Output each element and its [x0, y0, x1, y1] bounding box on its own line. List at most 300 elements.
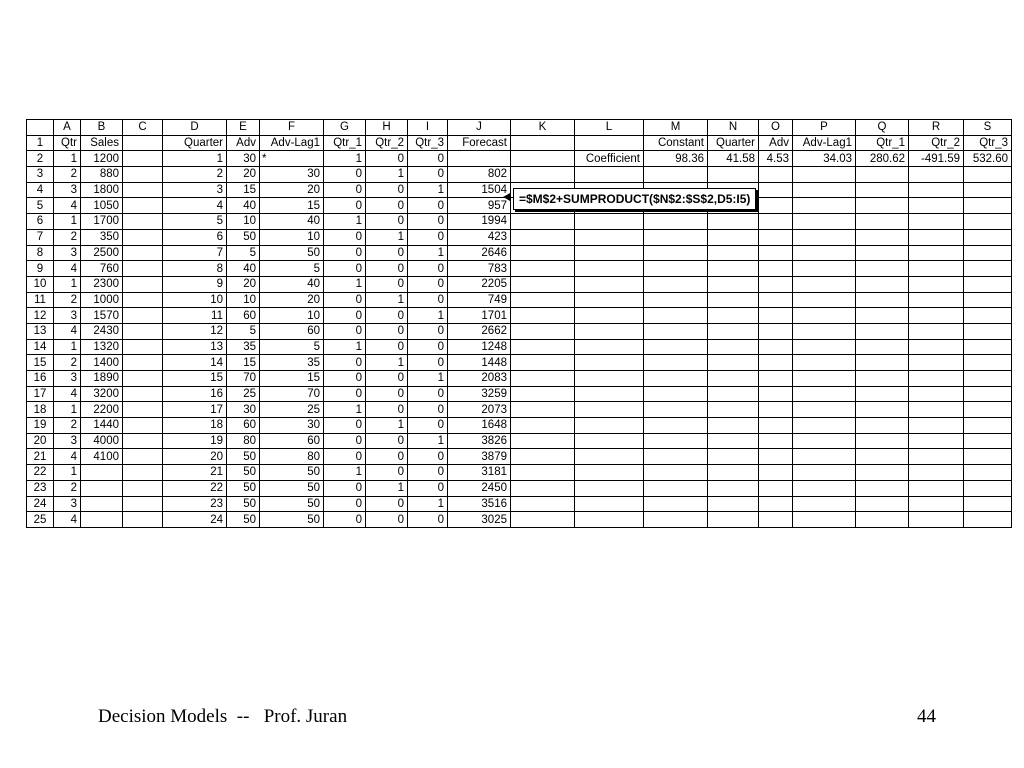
- cell-coef-qtr2-header: Qtr_2: [909, 135, 964, 151]
- cell-empty: [964, 245, 1012, 261]
- cell-empty: [708, 449, 759, 465]
- cell-forecast-header: Forecast: [448, 135, 511, 151]
- cell-c: [123, 323, 163, 339]
- cell-qtr1: 1: [324, 402, 366, 418]
- cell-forecast: 2662: [448, 323, 511, 339]
- cell-empty: [644, 245, 708, 261]
- cell-qtr2: 0: [366, 402, 408, 418]
- cell-adv: 50: [227, 465, 260, 481]
- cell-empty: [644, 229, 708, 245]
- cell-qtr2-header: Qtr_2: [366, 135, 408, 151]
- cell-empty: [575, 480, 644, 496]
- cell-adv: 30: [227, 151, 260, 167]
- cell-c: [123, 339, 163, 355]
- cell-empty: [759, 402, 793, 418]
- column-letter-e: E: [227, 120, 260, 136]
- cell-adv-lag1-header: Adv-Lag1: [260, 135, 324, 151]
- cell-qtr3: 0: [408, 480, 448, 496]
- cell-adv-lag1: 10: [260, 229, 324, 245]
- cell-qtr1: 0: [324, 480, 366, 496]
- row-number: 4: [27, 182, 54, 198]
- cell-quarter: 5: [163, 214, 227, 230]
- cell-empty: [964, 449, 1012, 465]
- cell-sales: 1800: [81, 182, 123, 198]
- cell-adv: 50: [227, 449, 260, 465]
- footer-page-number: 44: [917, 706, 936, 727]
- cell-qtr: 3: [54, 496, 81, 512]
- table-row: [27, 339, 1012, 355]
- cell-empty: [511, 512, 575, 528]
- cell-empty: [964, 308, 1012, 324]
- cell-c: [123, 292, 163, 308]
- footer-course-title: Decision Models -- Prof. Juran: [98, 706, 348, 727]
- cell-sales: 1320: [81, 339, 123, 355]
- cell-adv: 5: [227, 245, 260, 261]
- cell-quarter: 20: [163, 449, 227, 465]
- cell-qtr3: 0: [408, 276, 448, 292]
- cell-empty: [575, 339, 644, 355]
- cell-empty: [909, 371, 964, 387]
- cell-empty: [909, 229, 964, 245]
- cell-forecast: 423: [448, 229, 511, 245]
- cell-qtr2: 1: [366, 355, 408, 371]
- cell-adv-lag1: *: [260, 151, 324, 167]
- cell-sales: 2500: [81, 245, 123, 261]
- cell-empty: [708, 292, 759, 308]
- cell-forecast: 802: [448, 167, 511, 183]
- cell-adv-lag1: 30: [260, 418, 324, 434]
- cell-qtr2: 0: [366, 371, 408, 387]
- cell-c: [123, 418, 163, 434]
- cell-quarter: 4: [163, 198, 227, 214]
- column-letter-n: N: [708, 120, 759, 136]
- cell-empty: [856, 308, 909, 324]
- cell-c: [123, 480, 163, 496]
- table-row: [27, 433, 1012, 449]
- cell-empty: [511, 480, 575, 496]
- cell-c: [123, 433, 163, 449]
- cell-empty: [511, 167, 575, 183]
- cell-empty: [759, 214, 793, 230]
- cell-qtr-header: Qtr: [54, 135, 81, 151]
- cell-empty: [759, 371, 793, 387]
- cell-adv: 40: [227, 198, 260, 214]
- cell-empty: [759, 449, 793, 465]
- cell-l: [575, 135, 644, 151]
- cell-sales-header: Sales: [81, 135, 123, 151]
- cell-coef-constant: 98.36: [644, 151, 708, 167]
- cell-c: [123, 167, 163, 183]
- cell-empty: [793, 276, 856, 292]
- cell-empty: [708, 433, 759, 449]
- cell-empty: [964, 512, 1012, 528]
- cell-empty: [964, 261, 1012, 277]
- cell-empty: [644, 355, 708, 371]
- cell-qtr1: 1: [324, 465, 366, 481]
- cell-qtr: 1: [54, 276, 81, 292]
- spreadsheet-table: [26, 119, 1012, 528]
- cell-quarter: 1: [163, 151, 227, 167]
- cell-empty: [575, 214, 644, 230]
- cell-qtr1: 1: [324, 276, 366, 292]
- cell-empty: [759, 418, 793, 434]
- cell-empty: [644, 323, 708, 339]
- cell-forecast: 783: [448, 261, 511, 277]
- cell-quarter: 18: [163, 418, 227, 434]
- cell-qtr2: 1: [366, 480, 408, 496]
- cell-empty: [964, 276, 1012, 292]
- cell-empty: [909, 402, 964, 418]
- cell-qtr2: 1: [366, 292, 408, 308]
- cell-sales: 1050: [81, 198, 123, 214]
- cell-qtr1: 0: [324, 229, 366, 245]
- cell-empty: [909, 245, 964, 261]
- cell-adv: 50: [227, 480, 260, 496]
- cell-coef-qtr2: -491.59: [909, 151, 964, 167]
- cell-empty: [856, 465, 909, 481]
- cell-adv: 15: [227, 182, 260, 198]
- cell-empty: [511, 339, 575, 355]
- cell-qtr1: 1: [324, 151, 366, 167]
- cell-sales: 350: [81, 229, 123, 245]
- cell-quarter-header: Quarter: [163, 135, 227, 151]
- cell-empty: [909, 433, 964, 449]
- cell-c: [123, 198, 163, 214]
- row-number: 6: [27, 214, 54, 230]
- cell-adv: 50: [227, 229, 260, 245]
- cell-qtr1: 0: [324, 308, 366, 324]
- cell-coef-quarter: 41.58: [708, 151, 759, 167]
- row-number: 24: [27, 496, 54, 512]
- cell-empty: [575, 465, 644, 481]
- cell-qtr2: 0: [366, 261, 408, 277]
- cell-forecast: 2083: [448, 371, 511, 387]
- cell-empty: [759, 339, 793, 355]
- cell-adv-lag1: 30: [260, 167, 324, 183]
- cell-empty: [644, 465, 708, 481]
- cell-empty: [964, 323, 1012, 339]
- cell-adv-lag1: 5: [260, 339, 324, 355]
- cell-c: [123, 308, 163, 324]
- cell-qtr: 3: [54, 245, 81, 261]
- row-number: 12: [27, 308, 54, 324]
- row-number: 8: [27, 245, 54, 261]
- column-letter-k: K: [511, 120, 575, 136]
- cell-qtr3: 1: [408, 308, 448, 324]
- cell-qtr2: 0: [366, 276, 408, 292]
- cell-sales: 2430: [81, 323, 123, 339]
- cell-empty: [793, 229, 856, 245]
- cell-empty: [909, 198, 964, 214]
- cell-empty: [644, 276, 708, 292]
- cell-qtr3: 0: [408, 198, 448, 214]
- cell-qtr: 1: [54, 465, 81, 481]
- cell-empty: [909, 182, 964, 198]
- cell-empty: [575, 308, 644, 324]
- cell-empty: [793, 245, 856, 261]
- cell-empty: [708, 386, 759, 402]
- cell-empty: [575, 245, 644, 261]
- row-number: 2: [27, 151, 54, 167]
- cell-empty: [759, 512, 793, 528]
- cell-empty: [575, 167, 644, 183]
- column-letter-q: Q: [856, 120, 909, 136]
- cell-qtr1: 0: [324, 292, 366, 308]
- cell-adv-lag1: 20: [260, 292, 324, 308]
- cell-empty: [856, 292, 909, 308]
- cell-empty: [511, 371, 575, 387]
- cell-sales: 1700: [81, 214, 123, 230]
- cell-empty: [964, 355, 1012, 371]
- cell-qtr2: 0: [366, 496, 408, 512]
- cell-forecast: 749: [448, 292, 511, 308]
- cell-empty: [708, 323, 759, 339]
- cell-sales: 760: [81, 261, 123, 277]
- cell-forecast: 3826: [448, 433, 511, 449]
- cell-qtr: 3: [54, 433, 81, 449]
- cell-empty: [964, 182, 1012, 198]
- cell-empty: [964, 480, 1012, 496]
- cell-adv-lag1: 50: [260, 512, 324, 528]
- row-number: 17: [27, 386, 54, 402]
- cell-qtr2: 1: [366, 418, 408, 434]
- cell-quarter: 9: [163, 276, 227, 292]
- table-row: [27, 261, 1012, 277]
- row-number: 21: [27, 449, 54, 465]
- cell-empty: [909, 261, 964, 277]
- cell-qtr1: 1: [324, 339, 366, 355]
- cell-empty: [909, 292, 964, 308]
- cell-qtr: 2: [54, 292, 81, 308]
- cell-coef-qtr3: 532.60: [964, 151, 1012, 167]
- cell-qtr: 4: [54, 198, 81, 214]
- cell-qtr2: 0: [366, 245, 408, 261]
- cell-qtr3: 0: [408, 292, 448, 308]
- cell-empty: [708, 355, 759, 371]
- cell-quarter: 17: [163, 402, 227, 418]
- cell-coef-adv-lag1: 34.03: [793, 151, 856, 167]
- column-letter-c: C: [123, 120, 163, 136]
- cell-quarter: 10: [163, 292, 227, 308]
- cell-adv: 60: [227, 308, 260, 324]
- cell-empty: [511, 418, 575, 434]
- cell-sales: 4000: [81, 433, 123, 449]
- column-letter-d: D: [163, 120, 227, 136]
- table-row: [27, 355, 1012, 371]
- cell-qtr: 3: [54, 182, 81, 198]
- cell-qtr2: 0: [366, 449, 408, 465]
- cell-empty: [759, 355, 793, 371]
- cell-forecast: 2450: [448, 480, 511, 496]
- cell-adv: 60: [227, 418, 260, 434]
- cell-adv: 50: [227, 512, 260, 528]
- cell-empty: [856, 245, 909, 261]
- cell-empty: [964, 229, 1012, 245]
- cell-qtr3-header: Qtr_3: [408, 135, 448, 151]
- cell-sales: [81, 480, 123, 496]
- cell-adv-lag1: 80: [260, 449, 324, 465]
- cell-empty: [644, 167, 708, 183]
- cell-qtr1: 0: [324, 418, 366, 434]
- cell-qtr: 1: [54, 151, 81, 167]
- cell-c: [123, 355, 163, 371]
- cell-qtr2: 0: [366, 433, 408, 449]
- cell-forecast: 957: [448, 198, 511, 214]
- cell-quarter: 19: [163, 433, 227, 449]
- cell-empty: [511, 261, 575, 277]
- table-row: [27, 480, 1012, 496]
- cell-empty: [511, 433, 575, 449]
- row-number: 22: [27, 465, 54, 481]
- cell-quarter: 16: [163, 386, 227, 402]
- cell-empty: [793, 465, 856, 481]
- cell-qtr3: 0: [408, 418, 448, 434]
- cell-empty: [964, 371, 1012, 387]
- cell-empty: [793, 449, 856, 465]
- cell-qtr3: 0: [408, 261, 448, 277]
- cell-empty: [856, 182, 909, 198]
- cell-adv-lag1: 10: [260, 308, 324, 324]
- cell-empty: [575, 402, 644, 418]
- cell-coef-quarter-header: Quarter: [708, 135, 759, 151]
- cell-empty: [856, 433, 909, 449]
- row-number: 19: [27, 418, 54, 434]
- cell-empty: [856, 276, 909, 292]
- cell-qtr1: 1: [324, 214, 366, 230]
- cell-qtr3: 0: [408, 151, 448, 167]
- cell-sales: 4100: [81, 449, 123, 465]
- cell-c: [123, 151, 163, 167]
- cell-empty: [644, 386, 708, 402]
- cell-qtr: 4: [54, 323, 81, 339]
- cell-empty: [708, 371, 759, 387]
- cell-empty: [575, 449, 644, 465]
- cell-empty: [759, 480, 793, 496]
- cell-qtr: 4: [54, 449, 81, 465]
- row-number: 10: [27, 276, 54, 292]
- cell-empty: [793, 355, 856, 371]
- cell-qtr1: 0: [324, 449, 366, 465]
- table-row: [27, 371, 1012, 387]
- cell-empty: [644, 418, 708, 434]
- cell-qtr1: 0: [324, 512, 366, 528]
- cell-qtr2: 0: [366, 386, 408, 402]
- cell-qtr3: 0: [408, 323, 448, 339]
- cell-empty: [708, 245, 759, 261]
- cell-qtr: 1: [54, 402, 81, 418]
- cell-adv-lag1: 35: [260, 355, 324, 371]
- cell-empty: [759, 229, 793, 245]
- cell-adv-lag1: 25: [260, 402, 324, 418]
- cell-empty: [964, 418, 1012, 434]
- cell-empty: [644, 480, 708, 496]
- table-row: [27, 496, 1012, 512]
- table-row: [27, 512, 1012, 528]
- row-number: 9: [27, 261, 54, 277]
- cell-qtr1: 0: [324, 167, 366, 183]
- cell-empty: [575, 292, 644, 308]
- cell-qtr1: 0: [324, 261, 366, 277]
- cell-empty: [644, 433, 708, 449]
- cell-empty: [793, 496, 856, 512]
- cell-k: [511, 151, 575, 167]
- cell-adv: 30: [227, 402, 260, 418]
- cell-empty: [909, 449, 964, 465]
- cell-sales: 1400: [81, 355, 123, 371]
- cell-empty: [708, 167, 759, 183]
- cell-empty: [793, 308, 856, 324]
- cell-empty: [511, 214, 575, 230]
- cell-qtr: 1: [54, 339, 81, 355]
- callout-arrow-icon: [503, 193, 510, 201]
- cell-quarter: 12: [163, 323, 227, 339]
- column-letter-h: H: [366, 120, 408, 136]
- cell-sales: [81, 465, 123, 481]
- row-number: 18: [27, 402, 54, 418]
- cell-qtr2: 1: [366, 229, 408, 245]
- cell-empty: [644, 308, 708, 324]
- table-row: [27, 229, 1012, 245]
- row-number: 23: [27, 480, 54, 496]
- cell-empty: [759, 182, 793, 198]
- cell-empty: [575, 355, 644, 371]
- cell-qtr3: 0: [408, 449, 448, 465]
- row-number: 14: [27, 339, 54, 355]
- cell-empty: [575, 418, 644, 434]
- cell-adv: 20: [227, 276, 260, 292]
- cell-forecast: 1504: [448, 182, 511, 198]
- cell-qtr: 1: [54, 214, 81, 230]
- column-letter-s: S: [964, 120, 1012, 136]
- cell-c: [123, 135, 163, 151]
- cell-qtr: 2: [54, 167, 81, 183]
- cell-quarter: 7: [163, 245, 227, 261]
- cell-qtr2: 0: [366, 323, 408, 339]
- cell-empty: [708, 261, 759, 277]
- cell-empty: [511, 323, 575, 339]
- cell-adv: 40: [227, 261, 260, 277]
- cell-empty: [793, 386, 856, 402]
- cell-empty: [511, 245, 575, 261]
- row-number: 20: [27, 433, 54, 449]
- cell-coef-qtr1-header: Qtr_1: [856, 135, 909, 151]
- cell-qtr3: 1: [408, 245, 448, 261]
- column-letter-r: R: [909, 120, 964, 136]
- cell-quarter: 15: [163, 371, 227, 387]
- cell-coef-adv-header: Adv: [759, 135, 793, 151]
- cell-c: [123, 512, 163, 528]
- cell-empty: [708, 512, 759, 528]
- cell-forecast: 1994: [448, 214, 511, 230]
- cell-quarter: 6: [163, 229, 227, 245]
- cell-empty: [793, 433, 856, 449]
- cell-qtr: 2: [54, 480, 81, 496]
- cell-adv-lag1: 60: [260, 323, 324, 339]
- cell-adv: 20: [227, 167, 260, 183]
- cell-empty: [856, 480, 909, 496]
- cell-coef-adv-lag1-header: Adv-Lag1: [793, 135, 856, 151]
- cell-adv-lag1: 15: [260, 198, 324, 214]
- cell-empty: [793, 292, 856, 308]
- cell-c: [123, 465, 163, 481]
- cell-empty: [856, 449, 909, 465]
- cell-empty: [511, 229, 575, 245]
- cell-empty: [909, 323, 964, 339]
- cell-empty: [856, 496, 909, 512]
- column-letter-i: I: [408, 120, 448, 136]
- cell-c: [123, 386, 163, 402]
- cell-qtr2: 1: [366, 167, 408, 183]
